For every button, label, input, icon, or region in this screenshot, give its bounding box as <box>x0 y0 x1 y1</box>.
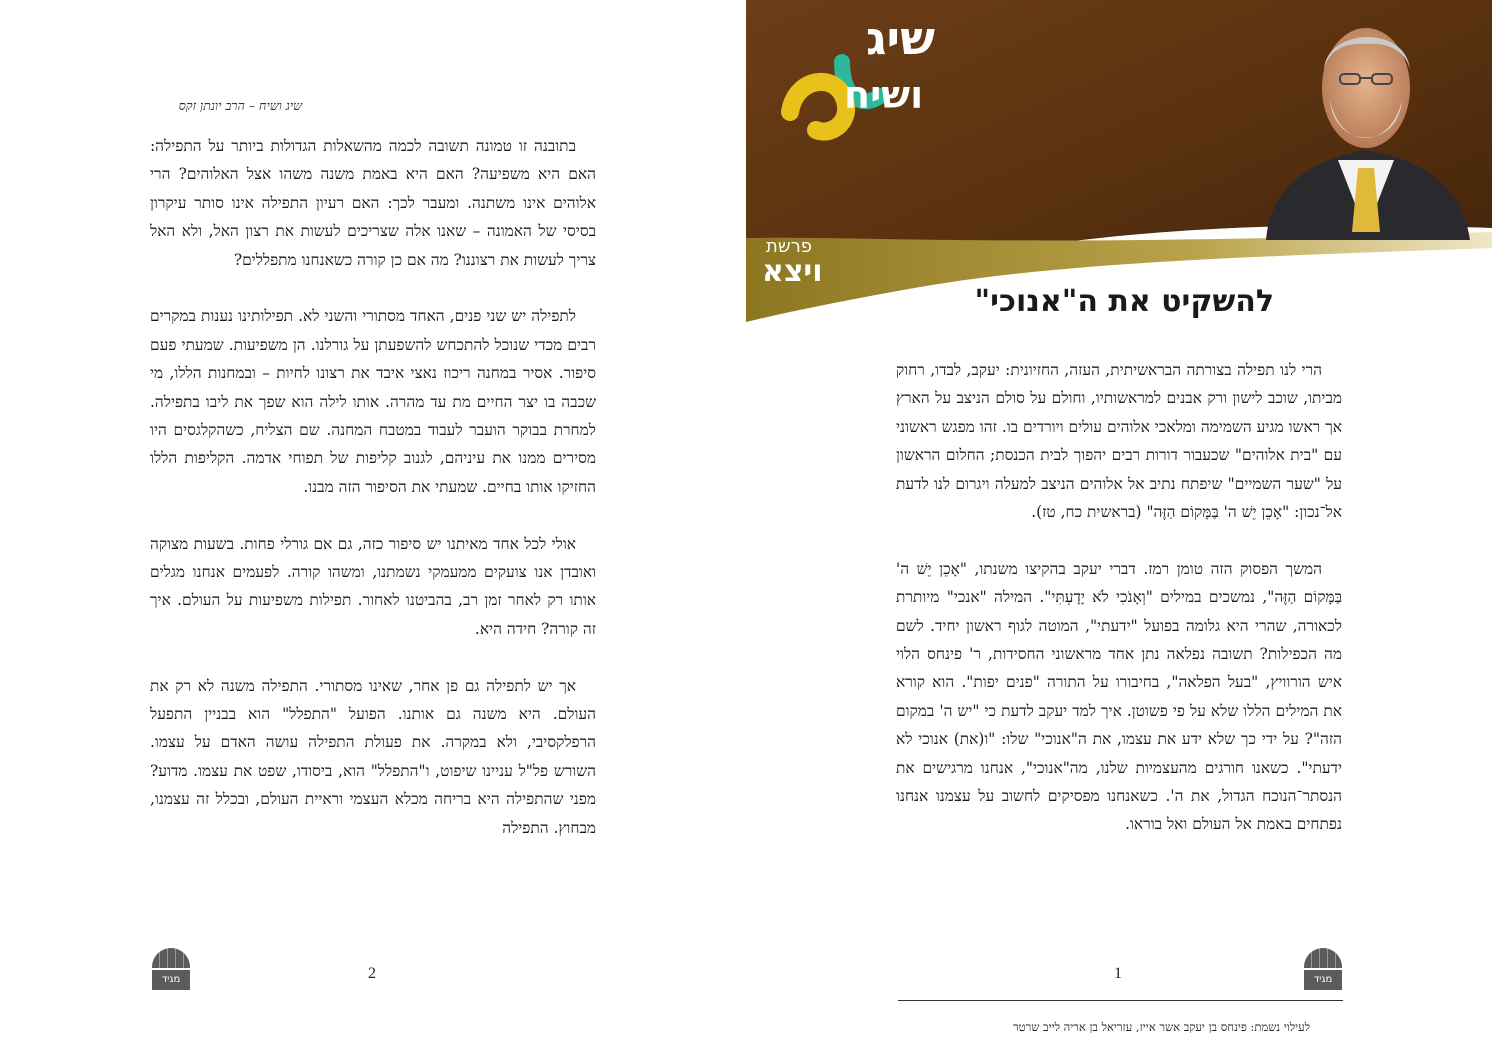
series-title-line2: ושיח <box>844 73 924 117</box>
paragraph: המשך הפסוק הזה טומן רמז. דברי יעקב בהקיצו משנתו, "אָכֵן יֵשׁ ה' בַּמָּקוֹם הַזֶּה", נמשכים במילים "וְאָנֹכִי לֹא יָדָעְתִּי". המילה "אנכי" מיותרת לכאורה, שהרי היא גלומה בפועל "ידעתי", המוטה לגוף ראשון יחיד. לשם מה הכפילות? תשובה נפלאה נתן אחד מראשוני החסידות, ר' פינחס הלוי איש הורוויץ, "בעל הפלאה", בחיבורו על התורה "פנים יפות". הוא קורא את המילים הללו שלא על פי פשוטן. איך למד יעקב לדעת כי "יש ה' במקום הזה"? על ידי כך שלא ידע את עצמו, את ה"אנוכי" שלו: "ו(את) אנוכי לא ידעתי". כשאנו חורגים מהעצמיות שלנו, מה"אנוכי", אנחנו מרגישים את הנסתר־הנוכח הגדול, את ה'. כשאנחנו מפסיקים לחשוב על עצמנו אנחנו נפתחים באמת אל העולם ואל בוראו. <box>896 559 1342 834</box>
page-number: 2 <box>368 965 376 982</box>
header-banner <box>746 0 1492 330</box>
right-page <box>746 0 1492 1058</box>
dome-icon <box>1304 948 1342 968</box>
publisher-logo <box>1304 948 1342 990</box>
right-text-column <box>896 356 1342 867</box>
footer-divider <box>898 1000 1343 1001</box>
series-title-line1: שיג <box>866 11 935 65</box>
publisher-logo-text: מגיד <box>152 970 190 990</box>
series-title-logo <box>746 0 935 140</box>
left-text-column <box>150 132 596 871</box>
dome-icon <box>152 948 190 968</box>
article-title: להשקיט את ה"אנוכי" <box>974 284 1274 319</box>
running-head: שיג ושיח – הרב יונתן זקס <box>178 98 302 113</box>
paragraph: אולי לכל אחד מאיתנו יש סיפור כזה, גם אם גורלי פחות. בשעות מצוקה ואובדן אנו צועקים ממעמקי נשמתנו, ומשהו קורה. לפעמים אנחנו מגלים אותו רק לאחר זמן רב, בהביטנו לאחור. תפילות משפיעות על העולם. איך זה קורה? חידה היא. <box>150 534 596 638</box>
dedication-note: לעילוי נשמת: פינחס בן יעקב אשר אייז, עזריאל בן אריה לייב שרטר <box>1013 1020 1310 1034</box>
paragraph: אך יש לתפילה גם פן אחר, שאינו מסתורי. התפילה משנה לא רק את העולם. היא משנה גם אותנו. הפועל "התפלל" הוא בבניין התפעל הרפלקסיבי, ולא במקרה. את פעולת התפילה עושה האדם על עצמו. השורש פל"ל עניינו שיפוט, ו"התפלל" הוא, ביסודו, שפט את עצמו. מדוע? מפני שהתפילה היא בריחה מכלא העצמי וראיית העולם, ובכלל זה עצמנו, מבחוץ. התפילה <box>150 676 596 837</box>
paragraph: לתפילה יש שני פנים, האחד מסתורי והשני לא. תפילותינו נענות במקרים רבים מכדי שנוכל להתכחש להשפעתן על גורלנו. הן משפיעות. שמעתי פעם סיפור. אסיר במחנה ריכוז נאצי איבד את רצונו לחיות – ובמחנות הללו, מי שכבה בו יצר החיים מת עד מהרה. אותו לילה הוא שפך את ליבו בתפילה. למחרת בבוקר הועבר לעבוד במטבח המחנה. שם הצליח, כשהקלגסים היו מסירים ממנו את עיניהם, לגנוב קליפות של תפוחי אדמה. הקליפות הללו החזיקו אותו בחיים. שמעתי את הסיפור הזה מבנו. <box>150 307 596 496</box>
publisher-logo <box>152 948 190 990</box>
publisher-logo-text: מגיד <box>1304 970 1342 990</box>
page-number: 1 <box>1114 965 1122 982</box>
parsha-label: פרשת <box>766 236 812 257</box>
parsha-name: ויצא <box>762 254 823 289</box>
paragraph: בתובנה זו טמונה תשובה לכמה מהשאלות הגדולות ביותר על התפילה: האם היא משפיעה? האם היא באמת משנה משהו אצל האלוהים? הרי אלוהים אינו משתנה. ומעבר לכך: האם רעיון התפילה אינו סותר עיקרון בסיסי של האמונה – שאנו אלה שצריכים לעשות את רצון האל, ולא האל צריך לעשות את רצוננו? מה אם כן קורה כשאנחנו מתפללים? <box>150 137 596 269</box>
paragraph: הרי לנו תפילה בצורתה הבראשיתית, העזה, החזיונית: יעקב, לבדו, רחוק מביתו, שוכב לישון ורק אבנים למראשותיו, וחולם על סולם הניצב על הארץ אך ראשו מגיע השמימה ומלאכי אלוהים עולים ויורדים בו. זהו מפגש ראשוני עם "בית אלוהים" שכעבור דורות רבים יהפוך לבית הכנסת; החלום הראשון על "שער השמיים" שיפתח נתיב אל אלוהים הניצב למעלה ויגרום לנו לדעת אל־נכון: "אָכֵן יֵשׁ ה' בַּמָּקוֹם הַזֶּה" (בראשית כח, טז). <box>896 361 1342 522</box>
